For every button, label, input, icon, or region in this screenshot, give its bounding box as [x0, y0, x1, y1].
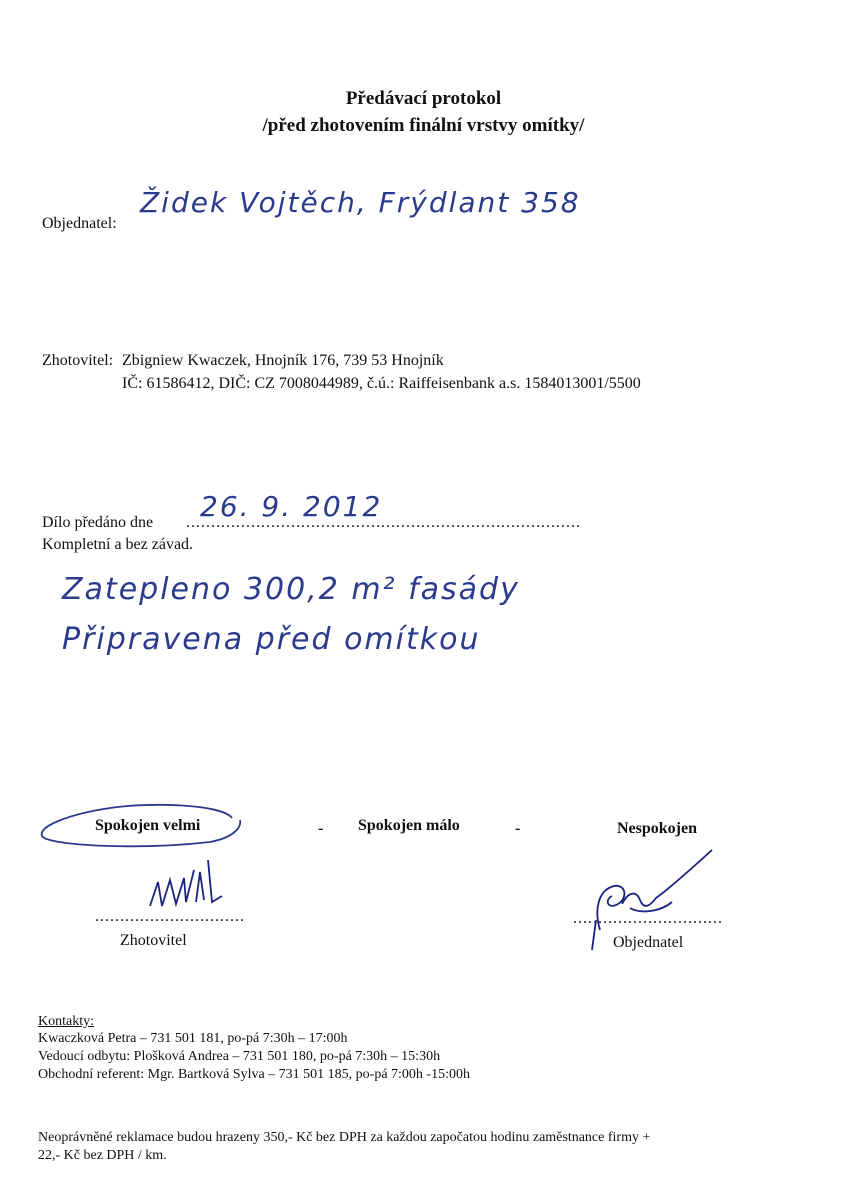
separator-dash-1: - [318, 820, 324, 837]
signature-objednatel [592, 850, 712, 950]
option-spokojen-malo: Spokojen málo [358, 817, 460, 834]
signature-line-zhotovitel: .............................. [95, 908, 245, 925]
contacts-line3: Obchodní referent: Mgr. Bartková Sylva – 731 501 185, po-pá 7:00h -15:00h [38, 1067, 470, 1082]
objednatel-handwritten: Židek Vojtěch, Frýdlant 358 [140, 186, 581, 219]
option-nespokojen: Nespokojen [617, 820, 698, 837]
objednatel-label: Objednatel: [42, 215, 117, 232]
separator-dash-2: - [515, 820, 521, 837]
signature-label-zhotovitel: Zhotovitel [120, 932, 187, 949]
signature-zhotovitel [150, 860, 222, 906]
zhotovitel-line2: IČ: 61586412, DIČ: CZ 7008044989, č.ú.: Raiffeisenbank a.s. 1584013001/5500 [122, 375, 641, 392]
document-title: Předávací protokol [345, 88, 502, 109]
dilo-note-line1: Zatepleno 300,2 m² fasády [62, 572, 520, 607]
option-spokojen-velmi: Spokojen velmi [95, 817, 201, 834]
dilo-date-handwritten: 26. 9. 2012 [200, 490, 383, 523]
footer-line2: 22,- Kč bez DPH / km. [38, 1148, 167, 1163]
dilo-complete: Kompletní a bez závad. [42, 536, 194, 553]
document-subtitle: /před zhotovením finální vrstvy omítky/ [262, 115, 585, 136]
dilo-label: Dílo předáno dne [42, 514, 154, 531]
signature-line-objednatel: .............................. [573, 910, 723, 927]
contacts-line2: Vedoucí odbytu: Plošková Andrea – 731 501 180, po-pá 7:30h – 15:30h [38, 1049, 441, 1064]
footer-line1: Neoprávněné reklamace budou hrazeny 350,- Kč bez DPH za každou započatou hodinu zaměstnance firmy + [38, 1130, 651, 1145]
dilo-note-line2: Připravena před omítkou [62, 622, 481, 657]
circle-mark [42, 805, 241, 846]
zhotovitel-label: Zhotovitel: [42, 352, 114, 369]
contacts-line1: Kwaczková Petra – 731 501 181, po-pá 7:30h – 17:00h [38, 1031, 348, 1046]
dilo-date-dots: ............................................................................... [186, 514, 581, 531]
contacts-heading: Kontakty: [38, 1014, 94, 1029]
zhotovitel-line1: Zbigniew Kwaczek, Hnojník 176, 739 53 Hnojník [122, 352, 444, 369]
signature-label-objednatel: Objednatel [613, 934, 684, 951]
